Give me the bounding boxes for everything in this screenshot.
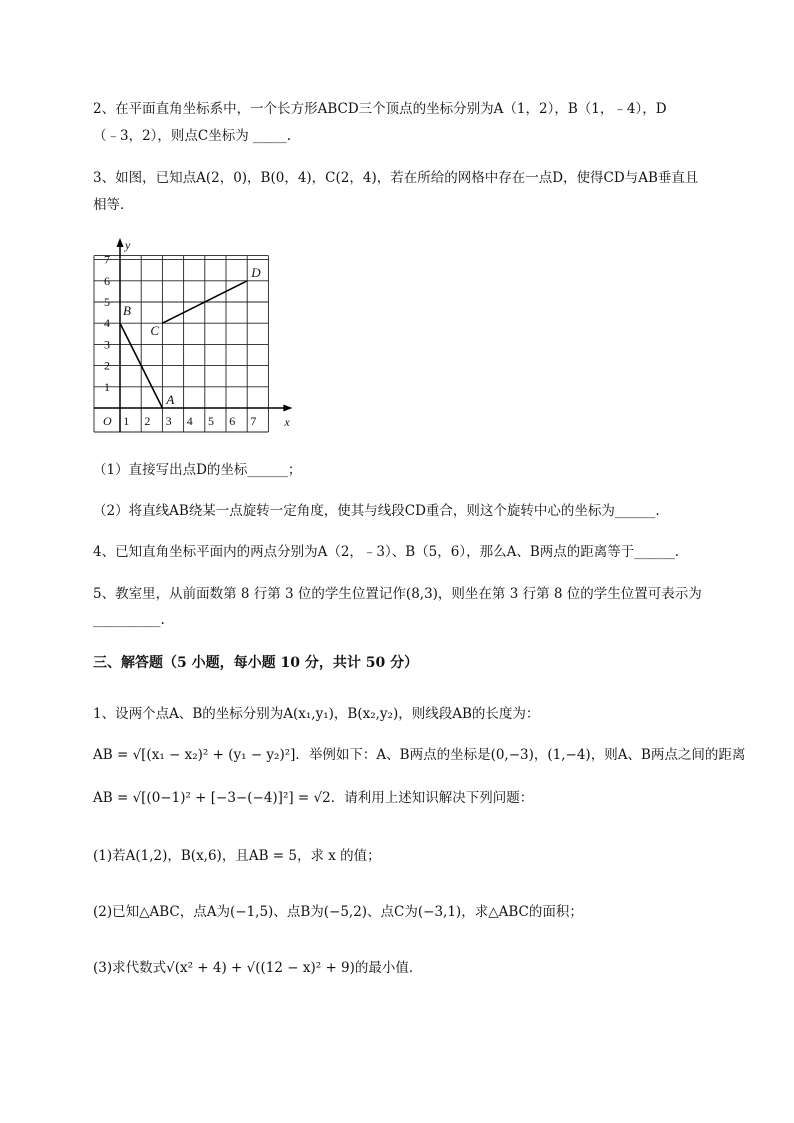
p1-question-2: (2)已知△ABC，点A为(−1,5)、点B为(−5,2)、点C为(−3,1)，求△ABC的面积； bbox=[93, 904, 583, 920]
point-label-B: B bbox=[123, 303, 131, 319]
point-label-D: D bbox=[251, 264, 261, 280]
p1-question-3: (3)求代数式√(x² + 4) + √((12 − x)² + 9)的最小值． bbox=[93, 960, 423, 976]
q3-sub1: （1）直接写出点D的坐标______； bbox=[93, 462, 302, 478]
x-axis-label: x bbox=[284, 415, 290, 429]
tick-labels bbox=[103, 238, 290, 429]
q3-line1: 3、如图，已知点A(2，0)，B(0，4)，C(2，4)，若在所给的网格中存在一点D，使得CD与AB垂直且 bbox=[93, 170, 699, 186]
y-tick-label: 3 bbox=[104, 337, 110, 352]
x-tick-label: 7 bbox=[250, 414, 257, 428]
point-label-C: C bbox=[150, 323, 160, 339]
coordinate-grid-figure bbox=[90, 236, 300, 436]
origin-label: O bbox=[103, 414, 112, 428]
section-heading: 三、解答题（5 小题，每小题 10 分，共计 50 分） bbox=[93, 655, 419, 671]
p1-example-line: AB = √[(0−1)² + [−3−(−4)]²] = √2．请利用上述知识解决下列问题： bbox=[93, 790, 534, 806]
point-label-A: A bbox=[166, 392, 175, 407]
q2-line1: 2、在平面直角坐标系中，一个长方形ABCD三个顶点的坐标分别为A（1，2），B（1，﹣4），D bbox=[93, 101, 667, 117]
x-tick-label: 4 bbox=[186, 414, 193, 428]
p1-question-1: (1)若A(1,2)，B(x,6)，且AB = 5，求 x 的值； bbox=[93, 848, 381, 864]
y-tick-label: 5 bbox=[104, 295, 110, 309]
y-tick-label: 4 bbox=[104, 316, 110, 331]
q4-text: 4、已知直角坐标平面内的两点分别为A（2，﹣3）、B（5，6），那么A、B两点的距离等于______. bbox=[93, 544, 680, 560]
q5-line1: 5、教室里，从前面数第 8 行第 3 位的学生位置记作(8,3)，则坐在第 3 行第 8 位的学生位置可表示为 bbox=[93, 586, 702, 602]
axes bbox=[94, 238, 292, 432]
y-axis-arrow bbox=[117, 238, 124, 247]
p1-intro: 1、设两个点A、B的坐标分别为A(x₁,y₁)，B(x₂,y₂)，则线段AB的长度为： bbox=[93, 706, 540, 722]
q3-sub2: （2）将直线AB绕某一点旋转一定角度，使其与线段CD重合，则这个旋转中心的坐标为______. bbox=[93, 503, 660, 519]
y-tick-label: 6 bbox=[104, 273, 110, 288]
x-tick-label: 5 bbox=[208, 414, 214, 428]
x-tick-label: 6 bbox=[229, 414, 236, 428]
q2-line2: （﹣3，2），则点C坐标为 _____. bbox=[93, 128, 292, 144]
y-tick-label: 2 bbox=[104, 358, 110, 373]
q5-line2: __________. bbox=[93, 612, 165, 628]
point-labels bbox=[123, 265, 261, 407]
x-tick-label: 1 bbox=[123, 414, 130, 428]
x-tick-label: 3 bbox=[165, 414, 172, 428]
y-tick-label: 7 bbox=[104, 252, 110, 267]
x-axis-arrow bbox=[283, 405, 292, 412]
q3-line2: 相等． bbox=[93, 197, 134, 213]
y-tick-label: 1 bbox=[104, 379, 110, 394]
x-tick-label: 2 bbox=[144, 414, 151, 428]
y-axis-label: y bbox=[125, 238, 131, 252]
p1-formula-line: AB = √[(x₁ − x₂)² + (y₁ − y₂)²]．举例如下：A、B两点的坐标是(0,−3)，(1,−4)，则A、B两点之间的距离 bbox=[93, 747, 746, 763]
